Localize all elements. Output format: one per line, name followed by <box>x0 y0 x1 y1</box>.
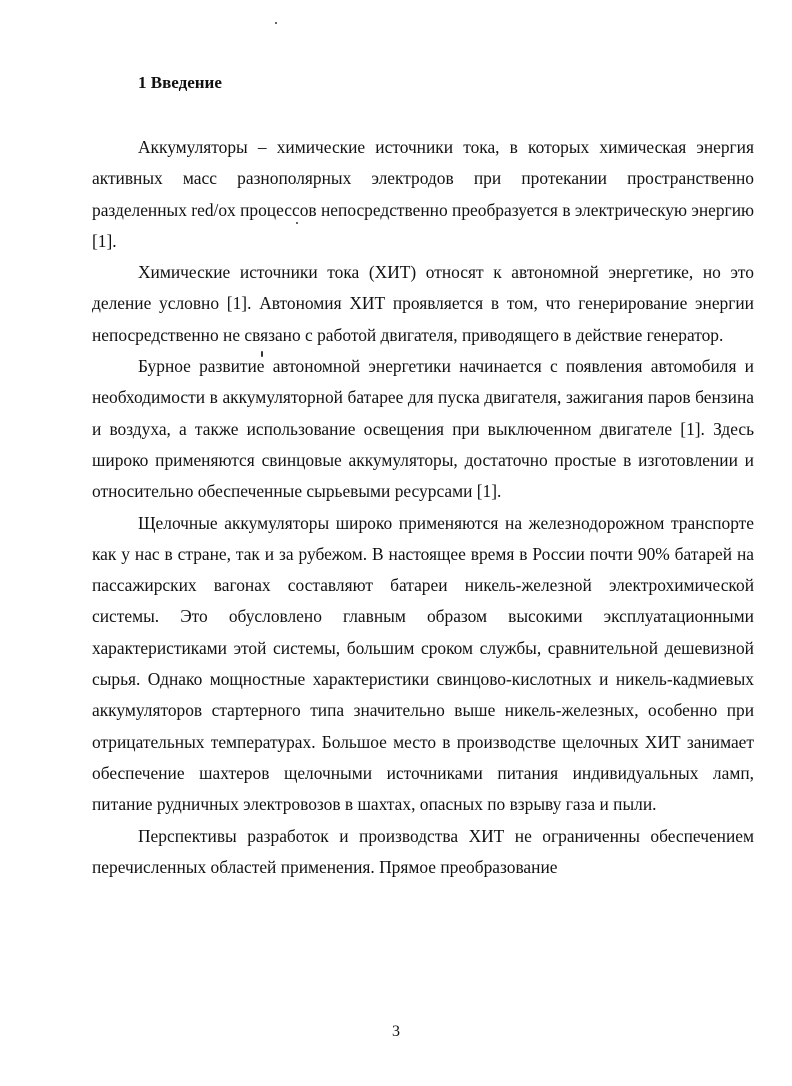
scan-speck <box>275 22 277 24</box>
section-heading: 1 Введение <box>138 73 222 92</box>
paragraph: Бурное развитие автономной энергетики начинается с появления автомобиля и необходимости в аккумуляторной батарее для пуска двигателя, зажигания паров бензина и воздуха, а также использование освещения при выключенном двигателе [1]. Здесь широко применяются свинцовые аккумуляторы, достаточно простые в изготовлении и относительно обеспеченные сырьевыми ресурсами [1]. <box>92 356 754 502</box>
paragraph: Перспективы разработок и производства ХИТ не ограниченны обеспечением перечисленных областей применения. Прямое преобразование <box>92 825 754 877</box>
body-text <box>92 132 754 883</box>
paragraph: Химические источники тока (ХИТ) относят к автономной энергетике, но это деление условно [1]. Автономия ХИТ проявляется в том, что генерирование энергии непосредственно не связано с работой двигателя, приводящего в действие генератор. <box>92 262 754 345</box>
page-number: 3 <box>392 1023 400 1040</box>
paragraph: Аккумуляторы – химические источники тока, в которых химическая энергия активных масс разнополярных электродов при протекании пространственно разделенных red/ox процессов непосредственно преобразуется в электрическую энергию [1]. <box>92 137 754 251</box>
paragraph: Щелочные аккумуляторы широко применяются на железнодорожном транспорте как у нас в стране, так и за рубежом. В настоящее время в России почти 90% батарей на пассажирских вагонах составляют батареи никель-железной электрохимической системы. Это обусловлено главным образом высокими эксплуатационными характеристиками этой системы, большим сроком службы, сравнительной дешевизной сырья. Однако мощностные характеристики свинцово-кислотных и никель-кадмиевых аккумуляторов стартерного типа значительно выше никель-железных, особенно при отрицательных температурах. Большое место в производстве щелочных ХИТ занимает обеспечение шахтеров щелочными источниками питания индивидуальных ламп, питание рудничных электровозов в шахтах, опасных по взрыву газа и пыли. <box>92 512 754 815</box>
